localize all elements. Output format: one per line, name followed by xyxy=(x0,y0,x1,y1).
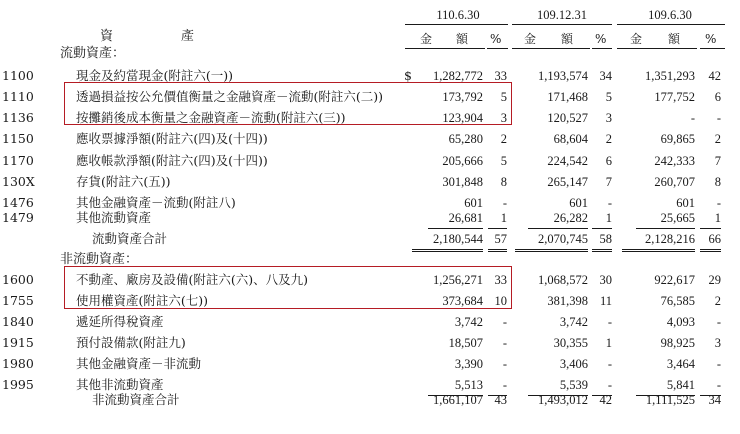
amount-109-12-31: 30,355 xyxy=(553,336,588,350)
subheader-rule-1b xyxy=(487,48,508,49)
noncurrent-total-label: 非流動資產合計 xyxy=(92,392,180,407)
amount-109-12-31: 171,468 xyxy=(547,90,588,104)
current-total-double-rule-2b xyxy=(592,249,612,252)
amount-109-6-30: 1,351,293 xyxy=(645,69,695,83)
period-rule-2 xyxy=(512,24,612,25)
amount-110-6-30: 205,666 xyxy=(442,154,483,168)
pct-109-12-31: 2 xyxy=(605,132,612,146)
amount-110-6-30: 3,742 xyxy=(454,315,483,329)
amount-109-6-30: 76,585 xyxy=(660,294,695,308)
subtotal-underline xyxy=(528,228,588,229)
period-rule-1 xyxy=(405,24,508,25)
account-code: 1136 xyxy=(2,110,34,125)
pct-109-6-30: 2 xyxy=(714,294,721,308)
pct-110-6-30: - xyxy=(502,378,507,392)
pct-110-6-30: 10 xyxy=(494,294,507,308)
account-item: 預付設備款(附註九) xyxy=(76,335,186,350)
account-item: 應收帳款淨額(附註六(四)及(十四)) xyxy=(76,153,268,168)
current-total-amount-1: 2,180,544 xyxy=(433,232,483,246)
current-total-double-rule-3b xyxy=(700,249,721,252)
account-code: 1995 xyxy=(2,377,34,392)
account-code: 1150 xyxy=(2,131,34,146)
account-item: 使用權資產(附註六(七)) xyxy=(76,293,209,308)
noncurrent-total-amount-3: 1,111,525 xyxy=(645,393,695,407)
amount-110-6-30: 3,390 xyxy=(454,357,483,371)
section-noncurrent-assets: 非流動資產： xyxy=(60,252,139,267)
amount-109-12-31: 26,282 xyxy=(553,211,588,225)
current-total-double-rule-2 xyxy=(515,249,588,252)
percent-header-3: % xyxy=(705,32,717,46)
amount-109-6-30: 25,665 xyxy=(660,211,695,225)
pct-109-12-31: 6 xyxy=(605,154,612,168)
pct-109-12-31: - xyxy=(607,315,612,329)
account-item: 應收票據淨額(附註六(四)及(十四)) xyxy=(76,131,268,146)
pct-110-6-30: 33 xyxy=(494,69,507,83)
pct-109-6-30: 42 xyxy=(708,69,721,83)
noncurrent-total-pct-3: 34 xyxy=(708,393,721,407)
subheader-rule-3 xyxy=(617,48,697,49)
subtotal-underline xyxy=(428,228,483,229)
current-total-pct-1: 57 xyxy=(494,232,507,246)
period-header-3: 109.6.30 xyxy=(648,8,692,22)
amount-109-6-30: 177,752 xyxy=(654,90,695,104)
account-code: 1755 xyxy=(2,293,34,308)
subheader-rule-1 xyxy=(405,48,485,49)
amount-109-6-30: 4,093 xyxy=(666,315,695,329)
amount-header-2-left: 金 xyxy=(524,32,537,46)
amount-110-6-30: 1,282,772 xyxy=(433,69,483,83)
pct-109-6-30: 8 xyxy=(714,175,721,189)
pct-110-6-30: 5 xyxy=(500,90,507,104)
account-item: 現金及約當現金(附註六(一)) xyxy=(76,68,234,83)
amount-109-12-31: 5,539 xyxy=(559,378,588,392)
amount-109-12-31: 265,147 xyxy=(547,175,588,189)
account-code: 1840 xyxy=(2,314,34,329)
amount-109-12-31: 381,398 xyxy=(547,294,588,308)
amount-109-6-30: 601 xyxy=(676,196,695,210)
account-item: 其他非流動資產 xyxy=(76,377,164,392)
account-item: 遞延所得稅資產 xyxy=(76,314,164,329)
pct-109-12-31: 3 xyxy=(605,111,612,125)
pct-109-6-30: 3 xyxy=(714,336,721,350)
pct-110-6-30: - xyxy=(502,336,507,350)
account-code: 1110 xyxy=(2,89,34,104)
account-code: 1170 xyxy=(2,153,34,168)
amount-header-3-right: 額 xyxy=(668,32,681,46)
period-header-1: 110.6.30 xyxy=(436,8,480,22)
subheader-rule-2 xyxy=(512,48,590,49)
amount-110-6-30: 65,280 xyxy=(448,132,483,146)
amount-109-6-30: 98,925 xyxy=(660,336,695,350)
pct-110-6-30: 3 xyxy=(500,111,507,125)
percent-header-1: % xyxy=(490,32,502,46)
amount-109-12-31: 68,604 xyxy=(553,132,588,146)
amount-110-6-30: 301,848 xyxy=(442,175,483,189)
pct-109-12-31: 34 xyxy=(599,69,612,83)
pct-109-6-30: 1 xyxy=(714,211,721,225)
amount-110-6-30: 373,684 xyxy=(442,294,483,308)
pct-110-6-30: 1 xyxy=(500,211,507,225)
account-item: 其他金融資產－流動(附註八) xyxy=(76,195,236,210)
amount-109-6-30: 922,617 xyxy=(654,273,695,287)
pct-109-6-30: 6 xyxy=(714,90,721,104)
assets-title-right: 產 xyxy=(181,29,195,44)
account-code: 1100 xyxy=(2,68,34,83)
amount-header-1-left: 金 xyxy=(420,32,433,46)
account-item: 存貨(附註六(五)) xyxy=(76,174,171,189)
amount-109-12-31: 1,193,574 xyxy=(538,69,588,83)
pct-109-12-31: - xyxy=(607,357,612,371)
subheader-rule-2b xyxy=(592,48,612,49)
account-code: 1980 xyxy=(2,356,34,371)
current-total-double-rule-3 xyxy=(622,249,695,252)
amount-109-12-31: 3,406 xyxy=(559,357,588,371)
amount-109-6-30: - xyxy=(690,111,695,125)
pct-110-6-30: 33 xyxy=(494,273,507,287)
pct-109-12-31: - xyxy=(607,378,612,392)
amount-header-2-right: 額 xyxy=(561,32,574,46)
current-total-double-rule-1b xyxy=(488,249,507,252)
assets-title-left: 資 xyxy=(100,29,114,44)
amount-110-6-30: 18,507 xyxy=(448,336,483,350)
account-item: 不動產、廠房及設備(附註六(六)、八及九) xyxy=(76,272,309,287)
account-item: 按攤銷後成本衡量之金融資產－流動(附註六(三)) xyxy=(76,110,346,125)
subtotal-underline xyxy=(700,228,721,229)
pct-109-6-30: - xyxy=(716,357,721,371)
account-code: 130X xyxy=(2,174,35,189)
pct-110-6-30: 2 xyxy=(500,132,507,146)
account-item: 其他流動資產 xyxy=(76,210,152,225)
noncurrent-total-pct-1: 43 xyxy=(494,393,507,407)
pct-109-12-31: - xyxy=(607,196,612,210)
account-item: 透過損益按公允價值衡量之金融資產－流動(附註六(二)) xyxy=(76,89,384,104)
subtotal-underline xyxy=(636,228,695,229)
current-total-pct-3: 66 xyxy=(708,232,721,246)
pct-109-12-31: 11 xyxy=(599,294,612,308)
amount-109-12-31: 1,068,572 xyxy=(538,273,588,287)
amount-109-12-31: 120,527 xyxy=(547,111,588,125)
period-rule-3 xyxy=(617,24,725,25)
amount-109-12-31: 224,542 xyxy=(547,154,588,168)
current-total-amount-2: 2,070,745 xyxy=(538,232,588,246)
pct-109-6-30: - xyxy=(716,378,721,392)
account-code: 1479 xyxy=(2,210,34,225)
pct-109-6-30: - xyxy=(716,196,721,210)
amount-109-12-31: 3,742 xyxy=(559,315,588,329)
subtotal-underline xyxy=(488,228,507,229)
noncurrent-total-amount-2: 1,493,012 xyxy=(538,393,588,407)
current-total-double-rule-1 xyxy=(412,249,483,252)
amount-header-3-left: 金 xyxy=(630,32,643,46)
account-code: 1600 xyxy=(2,272,34,287)
pct-109-12-31: 30 xyxy=(599,273,612,287)
amount-109-6-30: 260,707 xyxy=(654,175,695,189)
pct-110-6-30: - xyxy=(502,315,507,329)
amount-110-6-30: 1,256,271 xyxy=(433,273,483,287)
pct-109-6-30: - xyxy=(716,111,721,125)
amount-110-6-30: 173,792 xyxy=(442,90,483,104)
percent-header-2: % xyxy=(595,32,607,46)
pct-110-6-30: 5 xyxy=(500,154,507,168)
amount-110-6-30: 601 xyxy=(464,196,483,210)
pct-109-12-31: 7 xyxy=(605,175,612,189)
noncurrent-total-pct-2: 42 xyxy=(599,393,612,407)
noncurrent-total-amount-1: 1,661,107 xyxy=(433,393,483,407)
amount-109-6-30: 3,464 xyxy=(666,357,695,371)
amount-110-6-30: 123,904 xyxy=(442,111,483,125)
amount-109-6-30: 69,865 xyxy=(660,132,695,146)
highlight-box-financial-assets xyxy=(64,82,512,125)
period-header-2: 109.12.31 xyxy=(537,8,587,22)
pct-109-6-30: 7 xyxy=(714,154,721,168)
amount-109-6-30: 242,333 xyxy=(654,154,695,168)
pct-110-6-30: - xyxy=(502,196,507,210)
amount-110-6-30: 26,681 xyxy=(448,211,483,225)
current-total-amount-3: 2,128,216 xyxy=(645,232,695,246)
section-current-assets: 流動資產： xyxy=(60,46,126,61)
amount-109-6-30: 5,841 xyxy=(666,378,695,392)
pct-109-6-30: 2 xyxy=(714,132,721,146)
account-code: 1476 xyxy=(2,195,34,210)
account-item: 其他金融資產－非流動 xyxy=(76,356,202,371)
current-total-label: 流動資產合計 xyxy=(92,231,168,246)
amount-header-1-right: 額 xyxy=(456,32,469,46)
amount-109-12-31: 601 xyxy=(569,196,588,210)
pct-109-12-31: 1 xyxy=(605,336,612,350)
current-total-pct-2: 58 xyxy=(599,232,612,246)
subheader-rule-3b xyxy=(700,48,725,49)
currency-symbol: $ xyxy=(404,68,412,83)
highlight-box-ppe-rou xyxy=(64,266,512,309)
pct-109-12-31: 5 xyxy=(605,90,612,104)
pct-110-6-30: - xyxy=(502,357,507,371)
amount-110-6-30: 5,513 xyxy=(454,378,483,392)
pct-109-6-30: - xyxy=(716,315,721,329)
account-code: 1915 xyxy=(2,335,34,350)
pct-109-6-30: 29 xyxy=(708,273,721,287)
pct-110-6-30: 8 xyxy=(500,175,507,189)
subtotal-underline xyxy=(592,228,612,229)
pct-109-12-31: 1 xyxy=(605,211,612,225)
